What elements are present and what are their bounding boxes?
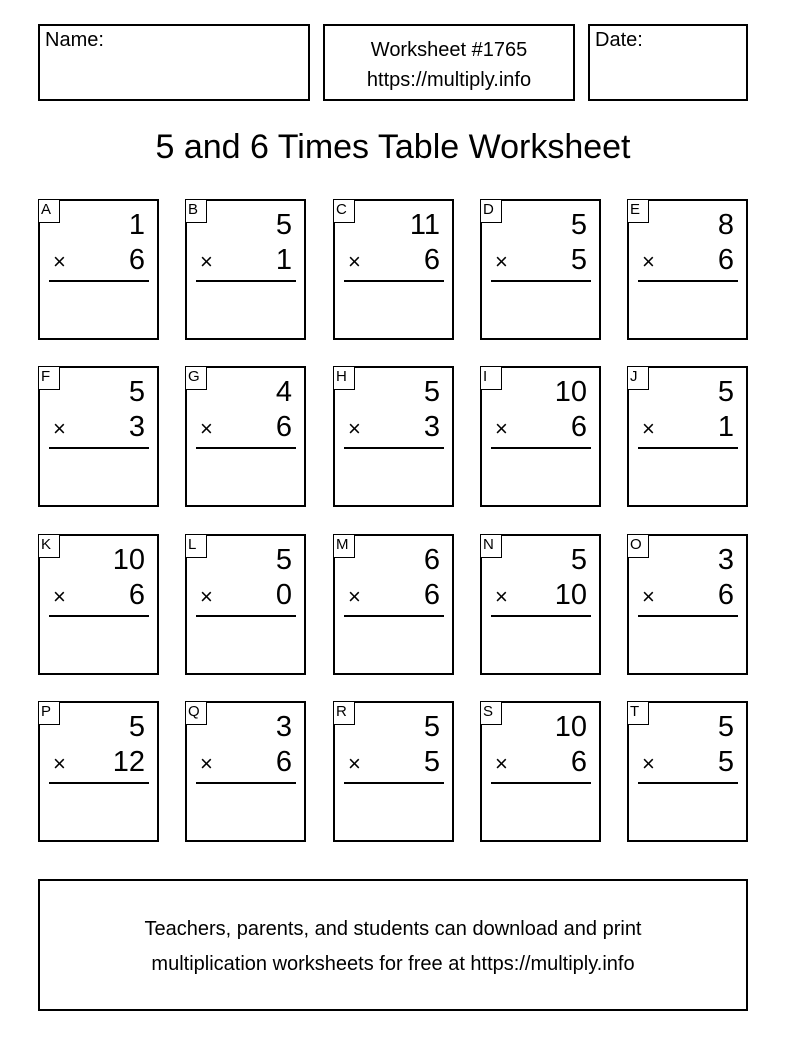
times-sign: × bbox=[200, 584, 213, 609]
multiplicand: 5 bbox=[717, 711, 734, 743]
multiplier: 0 bbox=[275, 579, 292, 611]
times-sign: × bbox=[53, 416, 66, 441]
multiplicand: 10 bbox=[554, 711, 587, 743]
answer-line bbox=[638, 447, 738, 449]
problem-letter: F bbox=[38, 366, 60, 390]
times-sign: × bbox=[53, 249, 66, 274]
times-sign: × bbox=[348, 584, 361, 609]
problem-letter: C bbox=[333, 199, 355, 223]
multiplier: 6 bbox=[275, 411, 292, 443]
problem-letter: Q bbox=[185, 701, 207, 725]
answer-line bbox=[344, 447, 444, 449]
multiplicand: 5 bbox=[128, 711, 145, 743]
answer-line bbox=[49, 615, 149, 617]
problem-letter: B bbox=[185, 199, 207, 223]
times-sign: × bbox=[495, 751, 508, 776]
multiplier: 6 bbox=[570, 746, 587, 778]
problem-o[interactable] bbox=[627, 534, 748, 675]
multiplier: 1 bbox=[275, 244, 292, 276]
problem-n[interactable] bbox=[480, 534, 601, 675]
multiplicand: 3 bbox=[275, 711, 292, 743]
times-sign: × bbox=[348, 751, 361, 776]
times-sign: × bbox=[348, 249, 361, 274]
multiplicand: 6 bbox=[423, 544, 440, 576]
footer-line-2: multiplication worksheets for free at https://multiply.info bbox=[151, 953, 635, 975]
multiplicand: 5 bbox=[570, 544, 587, 576]
times-sign: × bbox=[495, 249, 508, 274]
times-sign: × bbox=[642, 249, 655, 274]
multiplier: 3 bbox=[423, 411, 440, 443]
date-box[interactable] bbox=[588, 24, 748, 101]
answer-line bbox=[196, 447, 296, 449]
problem-i[interactable] bbox=[480, 366, 601, 507]
worksheet-info-box bbox=[323, 24, 575, 101]
answer-line bbox=[344, 280, 444, 282]
page-title: 5 and 6 Times Table Worksheet bbox=[155, 128, 631, 166]
problem-letter: J bbox=[627, 366, 649, 390]
problem-k[interactable] bbox=[38, 534, 159, 675]
times-sign: × bbox=[495, 584, 508, 609]
problem-e[interactable] bbox=[627, 199, 748, 340]
problem-h[interactable] bbox=[333, 366, 454, 507]
problem-p[interactable] bbox=[38, 701, 159, 842]
problem-j[interactable] bbox=[627, 366, 748, 507]
problem-t[interactable] bbox=[627, 701, 748, 842]
problem-letter: N bbox=[480, 534, 502, 558]
problem-letter: R bbox=[333, 701, 355, 725]
problem-letter: I bbox=[480, 366, 502, 390]
answer-line bbox=[491, 782, 591, 784]
multiplier: 6 bbox=[570, 411, 587, 443]
problem-l[interactable] bbox=[185, 534, 306, 675]
answer-line bbox=[196, 615, 296, 617]
multiplicand: 4 bbox=[275, 376, 292, 408]
problem-letter: H bbox=[333, 366, 355, 390]
problem-q[interactable] bbox=[185, 701, 306, 842]
problem-letter: E bbox=[627, 199, 649, 223]
problem-letter: T bbox=[627, 701, 649, 725]
multiplier: 12 bbox=[112, 746, 145, 778]
multiplicand: 8 bbox=[717, 209, 734, 241]
multiplier: 6 bbox=[275, 746, 292, 778]
problem-letter: G bbox=[185, 366, 207, 390]
problem-d[interactable] bbox=[480, 199, 601, 340]
problem-s[interactable] bbox=[480, 701, 601, 842]
multiplicand: 5 bbox=[423, 711, 440, 743]
multiplicand: 5 bbox=[717, 376, 734, 408]
multiplicand: 5 bbox=[275, 544, 292, 576]
problem-grid bbox=[38, 199, 748, 842]
answer-line bbox=[344, 615, 444, 617]
multiplicand: 5 bbox=[128, 376, 145, 408]
times-sign: × bbox=[200, 416, 213, 441]
multiplier: 5 bbox=[717, 746, 734, 778]
footer-line-1: Teachers, parents, and students can download and print bbox=[144, 918, 642, 940]
times-sign: × bbox=[53, 751, 66, 776]
multiplicand: 11 bbox=[409, 209, 440, 241]
multiplier: 6 bbox=[717, 579, 734, 611]
multiplicand: 5 bbox=[423, 376, 440, 408]
multiplicand: 5 bbox=[570, 209, 587, 241]
problem-letter: D bbox=[480, 199, 502, 223]
name-label: Name: bbox=[45, 29, 104, 51]
times-sign: × bbox=[200, 249, 213, 274]
multiplicand: 10 bbox=[554, 376, 587, 408]
times-sign: × bbox=[348, 416, 361, 441]
answer-line bbox=[49, 280, 149, 282]
answer-line bbox=[638, 280, 738, 282]
multiplier: 6 bbox=[717, 244, 734, 276]
multiplier: 1 bbox=[717, 411, 734, 443]
multiplier: 3 bbox=[128, 411, 145, 443]
times-sign: × bbox=[642, 416, 655, 441]
answer-line bbox=[344, 782, 444, 784]
problem-c[interactable] bbox=[333, 199, 454, 340]
problem-a[interactable] bbox=[38, 199, 159, 340]
problem-g[interactable] bbox=[185, 366, 306, 507]
multiplicand: 3 bbox=[717, 544, 734, 576]
problem-f[interactable] bbox=[38, 366, 159, 507]
problem-letter: L bbox=[185, 534, 207, 558]
times-sign: × bbox=[642, 584, 655, 609]
multiplier: 5 bbox=[423, 746, 440, 778]
answer-line bbox=[638, 615, 738, 617]
answer-line bbox=[196, 782, 296, 784]
multiplicand: 5 bbox=[275, 209, 292, 241]
multiplier: 6 bbox=[423, 244, 440, 276]
name-box[interactable] bbox=[38, 24, 310, 101]
answer-line bbox=[491, 447, 591, 449]
footer-box bbox=[38, 879, 748, 1011]
answer-line bbox=[491, 280, 591, 282]
problem-b[interactable] bbox=[185, 199, 306, 340]
problem-m[interactable] bbox=[333, 534, 454, 675]
date-label: Date: bbox=[595, 29, 643, 51]
answer-line bbox=[196, 280, 296, 282]
times-sign: × bbox=[642, 751, 655, 776]
multiplier: 6 bbox=[128, 244, 145, 276]
multiplicand: 1 bbox=[128, 209, 145, 241]
worksheet-url: https://multiply.info bbox=[366, 69, 532, 91]
worksheet-number: Worksheet #1765 bbox=[370, 39, 528, 61]
multiplier: 5 bbox=[570, 244, 587, 276]
multiplier: 6 bbox=[423, 579, 440, 611]
multiplier: 10 bbox=[554, 579, 587, 611]
problem-letter: K bbox=[38, 534, 60, 558]
answer-line bbox=[491, 615, 591, 617]
problem-r[interactable] bbox=[333, 701, 454, 842]
multiplicand: 10 bbox=[112, 544, 145, 576]
problem-letter: O bbox=[627, 534, 649, 558]
answer-line bbox=[49, 447, 149, 449]
multiplier: 6 bbox=[128, 579, 145, 611]
problem-letter: A bbox=[38, 199, 60, 223]
times-sign: × bbox=[495, 416, 508, 441]
answer-line bbox=[49, 782, 149, 784]
answer-line bbox=[638, 782, 738, 784]
problem-letter: M bbox=[333, 534, 355, 558]
problem-letter: S bbox=[480, 701, 502, 725]
times-sign: × bbox=[200, 751, 213, 776]
problem-letter: P bbox=[38, 701, 60, 725]
times-sign: × bbox=[53, 584, 66, 609]
